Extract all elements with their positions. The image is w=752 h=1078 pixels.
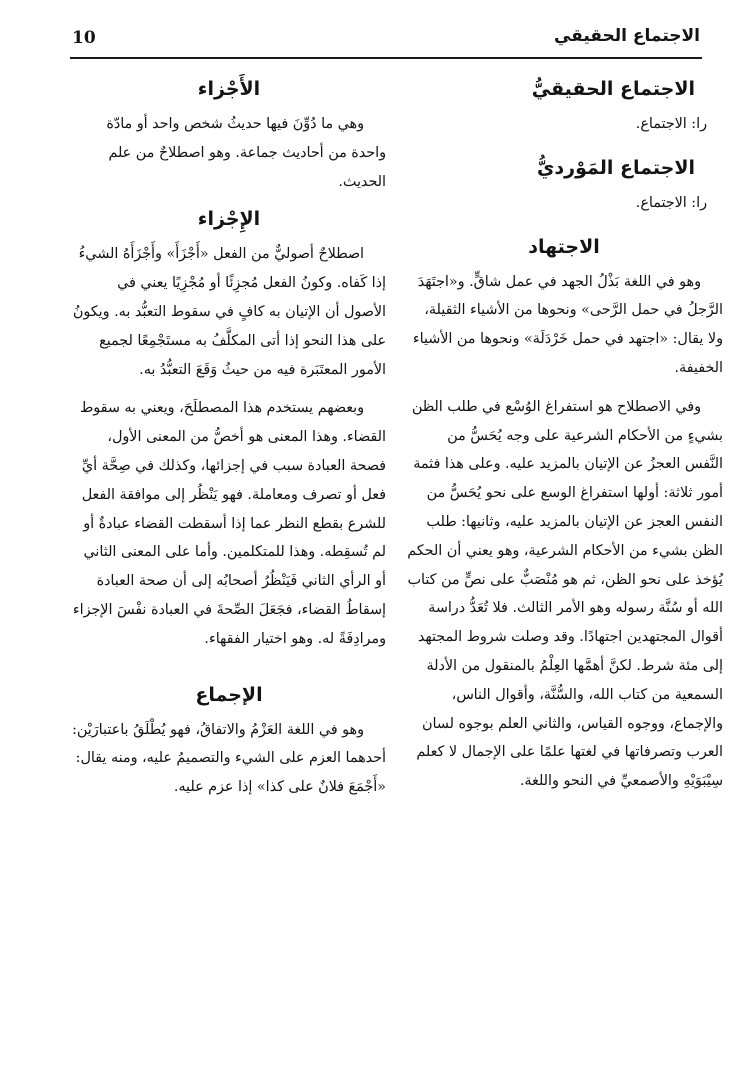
right-column: [405, 68, 723, 796]
entry-paragraph: اصطلاحٌ أصوليٌّ من الفعل «أَجْزَأَ» وأَجْزَأَهُ الشيءُ إذا كَفاه. وكونُ الفعل مُجزِئًا أو مُجْزِيًا يعني في الأصول أن الإتيان به كافٍ في سقوط التعبُّد به. ويكونُ على هذا النحو إذا أتى المكلَّفُ به مستَجْمِعًا لجميع الأمور المعتَبَرة فيه من حيثُ وَقَعَ التعبُّدُ به.: [72, 246, 386, 378]
entry-paragraph: وهي ما دُوِّنَ فيها حديثُ شخص واحد أو مادّة واحدة من أحاديث جماعة. وهو اصطلاحٌ من علم الحديث.: [106, 116, 386, 190]
entry-paragraph: وفي الاصطلاح هو استفراغ الوُسْع في طلب الظن بشيءٍ من الأحكام الشرعية على وجه يُحَسُّ من النَّفس العجزُ عن الإتيان بالمزيد عليه. وعلى هذا فثمة أمور ثلاثة: أولها استفراغ الوسع على نحو يُحَسُّ من النفس العجز عن الإتيان بالمزيد عليه، وثانيها: طلب الظن بشيء من الأحكام الشرعية، وهو يعني أن الحكم يُؤخذ على نحو الظن، ثم هو مُنْصَبٌّ على نصٍّ من كتاب الله أو سُنَّة رسوله وهو الأمر الثالث. فلا تُعَدُّ دراسة أقوال المجتهدين اجتهادًا. وقد وصلت شروط المجتهد إلى مئة شرط. لكنَّ أهمَّها العِلْمُ بالمنقول من الأدلة السمعية من كتاب الله، والسُّنَّة، وأقوال الناس، والإجماع، ووجوه القياس، والثاني العلم بوجوه لسان العرب وتصرفاتها في لغتها علمًا على الإجمال لا كعلم سِيْبَوَيْهِ والأصمعيِّ في النحو واللغة.: [407, 398, 723, 790]
entry-title: الاجتماع الحقيقيُّ: [531, 78, 695, 100]
left-column: [72, 68, 386, 802]
entry-title: الاجتماع المَوْرديُّ: [537, 156, 695, 179]
running-header-title: الاجتماع الحقيقي: [553, 26, 700, 46]
spacer: [72, 654, 386, 672]
entry-paragraph: وهو في اللغة العَزْمُ والاتفاقُ، فهو يُطْلَقُ باعتبارَيْن: أحدهما العزم على الشيء والتصميمُ عليه، ومنه يقال: «أَجْمَعَ فلانٌ على كذا» إذا عزم عليه.: [72, 721, 386, 796]
entry-title: الإِجْزاء: [197, 208, 261, 231]
entry-title: الأَجْزاء: [197, 78, 261, 100]
header-divider: [70, 57, 702, 59]
entry-reference: را: الاجتماع.: [635, 116, 707, 132]
entry-reference: را: الاجتماع.: [635, 194, 707, 211]
entry-title: الاجتهاد: [528, 235, 600, 258]
entry-paragraph: وبعضهم يستخدم هذا المصطلَحَ، ويعني به سقوط القضاء. وهذا المعنى هو أخصُّ من المعنى الأول، فصحة العبادة سبب في إجزائها، وكذلك في صِحَّة أيِّ فعل أو تصرف ومعاملة. فهو يَنْظُر إلى موافقة الفعل للشرع بقطع النظر عما إذا أسقطت القضاء عبادةٌ أو لم تُسقِطه. وهذا للمتكلمين. وأما على المعنى الثاني أو الرأي الثاني فَيَنْظُرُ أصحابُه إلى أن صحة العبادة إسقاطُ القضاء، فجَعَلَ الصِّحةَ في العبادة نفْسَ الإجزاء ومرادِفَةً له. وهو اختيار الفقهاء.: [72, 400, 386, 647]
entry-paragraph: وهو في اللغة بَذْلُ الجهد في عمل شاقٍّ. و«اجتَهَدَ الرَّجلُ في حمل الرَّحى» ونحوها من الأشياء الثقيلة، ولا يقال: «اجتهد في حمل خَرْدَلَة» ونحوها من الأشياء الخفيفة.: [412, 273, 723, 376]
page-number: 10: [72, 28, 96, 48]
entry-title: الإجماع: [195, 683, 263, 706]
